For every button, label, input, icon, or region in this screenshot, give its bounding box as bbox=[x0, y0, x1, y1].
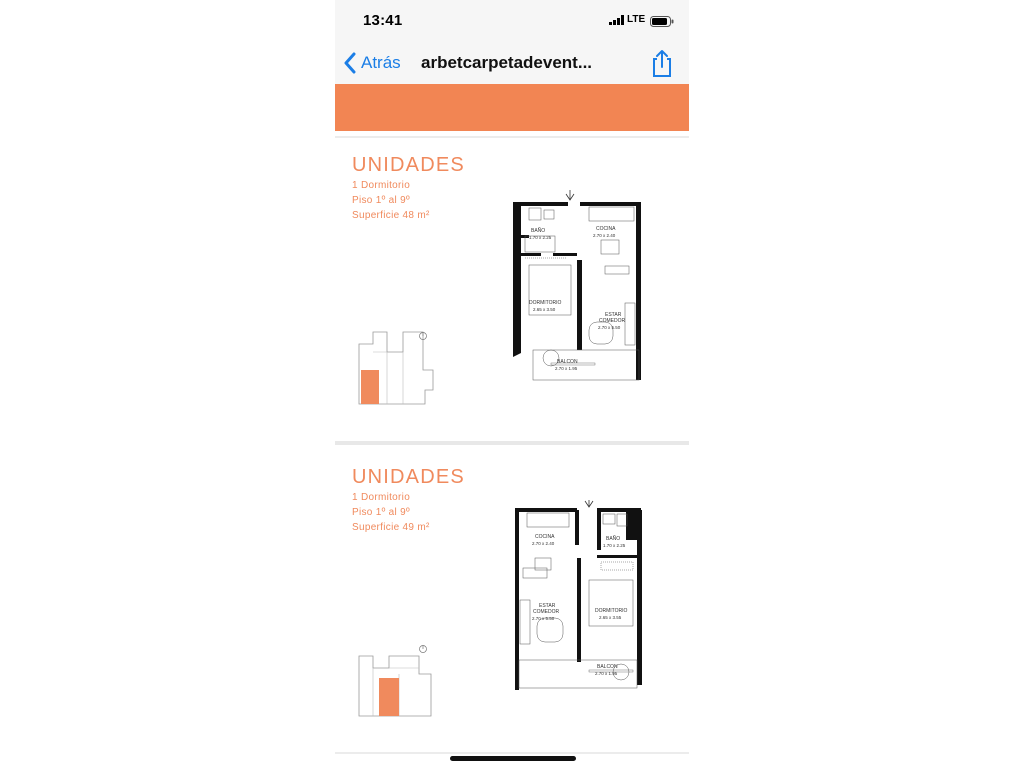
back-label: Atrás bbox=[361, 53, 401, 72]
room-dimension: 2.70 x 5.50 bbox=[532, 616, 555, 621]
room-dimension: 2.70 x 2.40 bbox=[593, 233, 616, 238]
key-plan bbox=[353, 330, 435, 408]
room-dimension: 2.70 x 1.95 bbox=[555, 366, 578, 371]
room-label: COMEDOR bbox=[533, 609, 560, 615]
north-icon bbox=[418, 644, 428, 654]
battery-icon bbox=[650, 16, 674, 27]
status-bar bbox=[335, 0, 689, 44]
unit-type: 1 Dormitorio bbox=[352, 492, 411, 503]
status-time: 13:41 bbox=[363, 12, 403, 29]
home-indicator[interactable] bbox=[450, 756, 576, 761]
room-label: COMEDOR bbox=[599, 318, 626, 324]
room-dimension: 1.70 x 2.25 bbox=[603, 543, 626, 548]
document-title: arbetcarpetadevent... bbox=[421, 53, 593, 72]
room-label: DORMITORIO bbox=[595, 608, 628, 614]
highlighted-unit bbox=[361, 370, 379, 404]
room-label: COCINA bbox=[596, 226, 616, 232]
room-dimension: 2.65 x 3.50 bbox=[533, 307, 556, 312]
room-label: COCINA bbox=[535, 534, 555, 540]
unit-section-1 bbox=[335, 154, 689, 444]
unit-type: 1 Dormitorio bbox=[352, 180, 411, 191]
back-button[interactable] bbox=[343, 49, 401, 77]
phone-screen bbox=[335, 0, 689, 768]
north-icon bbox=[418, 331, 428, 341]
network-label: LTE bbox=[627, 14, 646, 25]
faint-divider bbox=[335, 136, 689, 138]
room-label: BALCON bbox=[597, 664, 618, 670]
share-icon[interactable] bbox=[648, 48, 676, 78]
room-dimension: 2.65 x 3.55 bbox=[599, 615, 622, 620]
room-label: DORMITORIO bbox=[529, 300, 562, 306]
unit-floors: Piso 1º al 9º bbox=[352, 195, 410, 206]
faint-divider bbox=[335, 752, 689, 754]
room-dimension: 2.70 x 2.40 bbox=[532, 541, 555, 546]
unit-area: Superficie 48 m² bbox=[352, 210, 430, 221]
room-label: ESTAR bbox=[539, 603, 556, 609]
navigation-bar bbox=[335, 44, 689, 84]
room-label: BALCON bbox=[557, 359, 578, 365]
floor-plan bbox=[511, 190, 645, 390]
unit-section-2 bbox=[335, 466, 689, 756]
unit-title: UNIDADES bbox=[352, 154, 465, 176]
room-label: BAÑO bbox=[606, 536, 621, 542]
unit-floors: Piso 1º al 9º bbox=[352, 507, 410, 518]
unit-title: UNIDADES bbox=[352, 466, 465, 488]
signal-icon bbox=[609, 15, 625, 25]
chevron-left-icon bbox=[343, 52, 357, 74]
room-dimension: 2.70 x 1.95 bbox=[595, 671, 618, 676]
section-divider bbox=[335, 441, 689, 445]
room-label: ESTAR bbox=[605, 312, 622, 318]
room-dimension: 1.70 x 2.25 bbox=[529, 235, 552, 240]
highlighted-unit bbox=[379, 678, 399, 716]
room-dimension: 2.70 x 5.50 bbox=[598, 325, 621, 330]
orange-banner bbox=[335, 84, 689, 131]
key-plan bbox=[353, 654, 435, 720]
room-label: BAÑO bbox=[531, 228, 546, 234]
unit-area: Superficie 49 m² bbox=[352, 522, 430, 533]
floor-plan bbox=[513, 500, 647, 696]
